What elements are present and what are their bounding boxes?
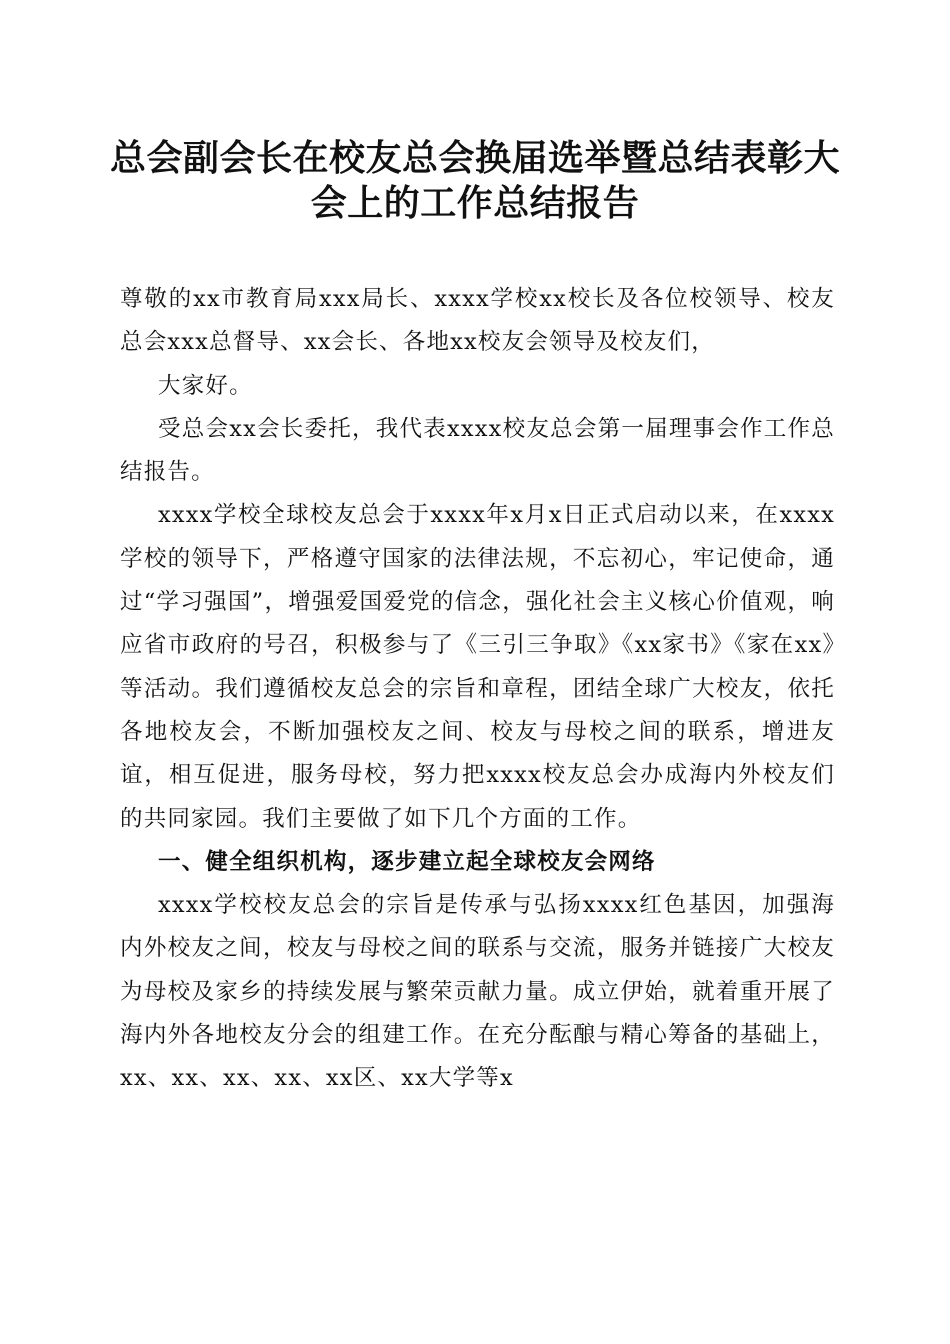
intro-paragraph: 受总会xx会长委托，我代表xxxx校友总会第一届理事会作工作总结报告。 bbox=[120, 415, 835, 486]
greeting-paragraph: 大家好。 bbox=[158, 372, 253, 399]
section-heading: 一、健全组织机构，逐步建立起全球校友会网络 bbox=[158, 848, 656, 875]
document-body bbox=[120, 278, 835, 1101]
overview-paragraph: xxxx学校全球校友总会于xxxx年x月x日正式启动以来，在xxxx学校的领导下，严格遵守国家的法律法规，不忘初心，牢记使命，通过“学习强国”，增强爱国爱党的信念，强化社会主义核心价值观，响应省市政府的号召，积极参与了《三引三争取》《xx家书》《家在xx》等活动。我们遵循校友总会的宗旨和章程，团结全球广大校友，依托各地校友会，不断加强校友之间、校友与母校之间的联系，增进友谊，相互促进，服务母校，努力把xxxx校友总会办成海内外校友们的共同家园。我们主要做了如下几个方面的工作。 bbox=[120, 502, 835, 832]
salutation-paragraph: 尊敬的xx市教育局xxx局长、xxxx学校xx校长及各位校领导、校友总会xxx总督导、xx会长、各地xx校友会领导及校友们， bbox=[120, 286, 835, 356]
section-paragraph: xxxx学校校友总会的宗旨是传承与弘扬xxxx红色基因，加强海内外校友之间，校友与母校之间的联系与交流，服务并链接广大校友为母校及家乡的持续发展与繁荣贡献力量。成立伊始，就着重开展了海内外各地校友分会的组建工作。在充分酝酿与精心筹备的基础上，xx、xx、xx、xx、xx区、xx大学等x bbox=[120, 892, 835, 1092]
document-title: 总会副会长在校友总会换届选举暨总结表彰大会上的工作总结报告 bbox=[110, 137, 841, 224]
